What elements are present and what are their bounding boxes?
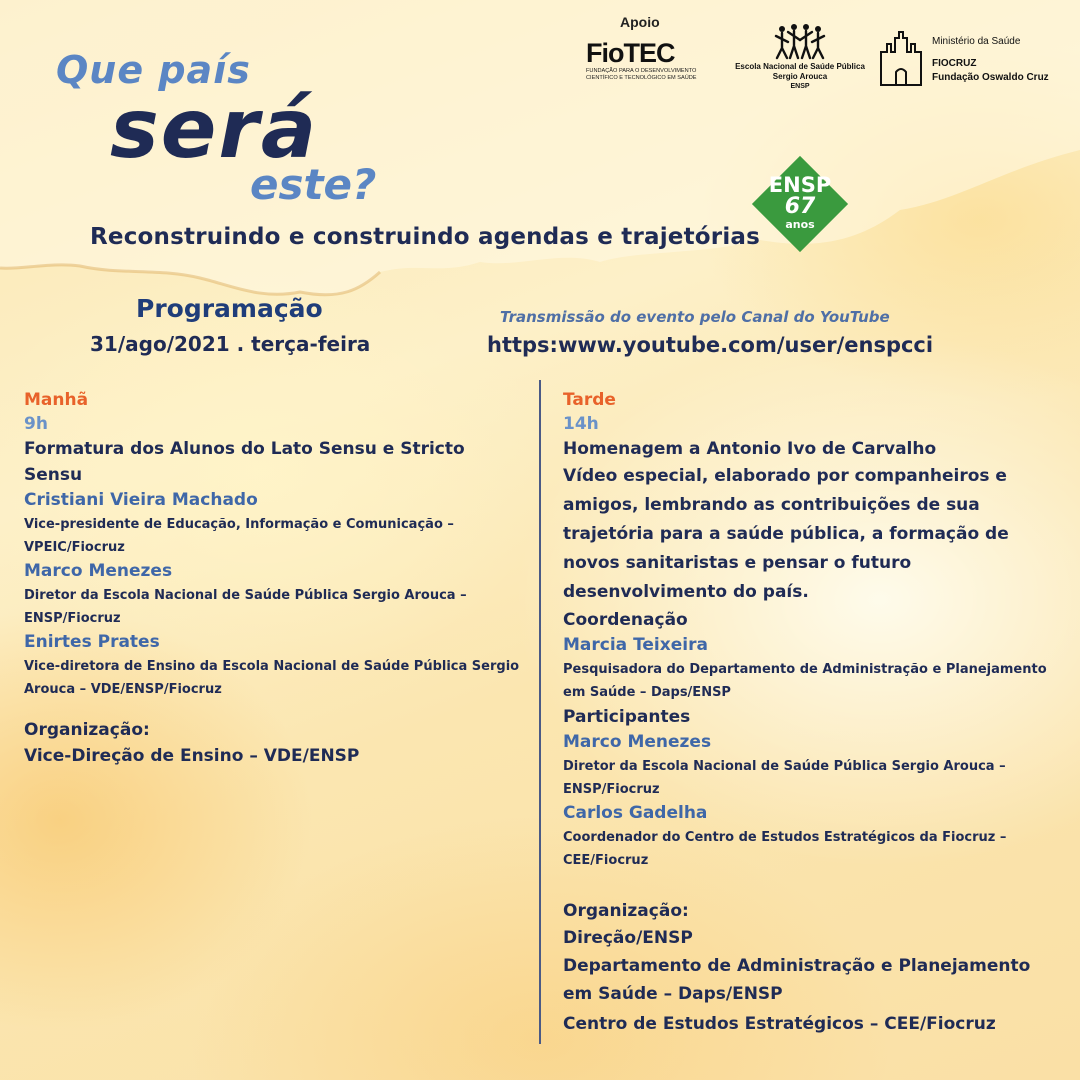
afternoon-org-item: Direção/ENSP [563,928,693,948]
ensp-67-badge [748,152,852,256]
fiotec-tagline-2: CIENTÍFICO E TECNOLÓGICO EM SAÚDE [586,75,697,81]
ensp-figures-icon [770,22,830,62]
morning-column [24,388,524,769]
afternoon-column [563,388,1063,1040]
apoio-label: Apoio [620,14,660,30]
fiocruz-ministry: Ministério da Saúde [932,36,1021,47]
afternoon-event: Homenagem a Antonio Ivo de Carvalho [563,439,937,459]
speaker-role: Vice-diretora de Ensino da Escola Nacional de Saúde Pública Sergio Arouca – VDE/ENSP/Fiocruz [24,659,520,697]
participant-role: Coordenador do Centro de Estudos Estratégicos da Fiocruz – CEE/Fiocruz [563,830,1007,868]
ensp-logo [734,22,866,102]
ensp-logo-line3: ENSP [790,83,810,90]
program-date: 31/ago/2021 . terça-feira [90,332,371,356]
badge-line3: anos [785,218,815,231]
afternoon-period: Tarde [563,390,616,410]
fiocruz-name: FIOCRUZ [932,58,977,69]
badge-line1: ENSP [768,173,832,197]
speaker-name: Enirtes Prates [24,632,160,652]
column-divider [539,380,541,1044]
morning-time: 9h [24,414,48,434]
fiotec-tagline-1: FUNDAÇÃO PARA O DESENVOLVIMENTO [586,68,697,74]
coordinator-role: Pesquisadora do Departamento de Administração e Planejamento em Saúde – Daps/ENSP [563,662,1047,700]
stream-url-link[interactable]: https:www.youtube.com/user/enspcci [487,333,934,357]
speaker-name: Marco Menezes [24,561,173,581]
title-line-1: Que país [56,48,251,92]
afternoon-time: 14h [563,414,599,434]
morning-org-value: Vice-Direção de Ensino – VDE/ENSP [24,746,360,766]
fiotec-logo [586,36,698,84]
morning-event: Formatura dos Alunos do Lato Sensu e Stricto Sensu [24,439,465,485]
speaker-role: Diretor da Escola Nacional de Saúde Pública Sergio Arouca – ENSP/Fiocruz [24,588,467,626]
participant-name: Carlos Gadelha [563,803,708,823]
fiocruz-full-name: Fundação Oswaldo Cruz [932,72,1049,83]
title-line-2: será [110,82,319,177]
speaker-role: Vice-presidente de Educação, Informação e Comunicação – VPEIC/Fiocruz [24,517,454,555]
participants-label: Participantes [563,707,691,727]
afternoon-org-item: Departamento de Administração e Planejamento em Saúde – Daps/ENSP [563,956,1031,1004]
morning-period: Manhã [24,390,89,410]
participant-role: Diretor da Escola Nacional de Saúde Pública Sergio Arouca – ENSP/Fiocruz [563,759,1006,797]
fiocruz-logo [878,30,1068,90]
subtitle: Reconstruindo e construindo agendas e trajetórias [90,224,761,250]
badge-line2: 67 [784,194,816,219]
ensp-logo-line1: Escola Nacional de Saúde Pública [735,62,865,71]
speaker-name: Cristiani Vieira Machado [24,490,258,510]
ensp-logo-line2: Sergio Arouca [772,72,828,81]
coordination-label: Coordenação [563,610,688,630]
title-line-3: este? [250,160,377,209]
participant-name: Marco Menezes [563,732,712,752]
afternoon-org-label: Organização: [563,901,689,921]
program-title: Programação [136,294,323,323]
fiocruz-castle-icon [878,30,924,86]
fiotec-logo-text: FioTEC [586,38,675,68]
coordinator-name: Marcia Teixeira [563,635,708,655]
afternoon-description: Vídeo especial, elaborado por companheiros e amigos, lembrando as contribuições de sua trajetória para a saúde pública, a formação de novos sanitaristas e pensar o futuro desenvolvimento do país. [563,466,1009,602]
afternoon-org-item: Centro de Estudos Estratégicos – CEE/Fiocruz [563,1014,996,1034]
stream-label: Transmissão do evento pelo Canal do YouTube [500,308,890,326]
morning-org-label: Organização: [24,720,150,740]
